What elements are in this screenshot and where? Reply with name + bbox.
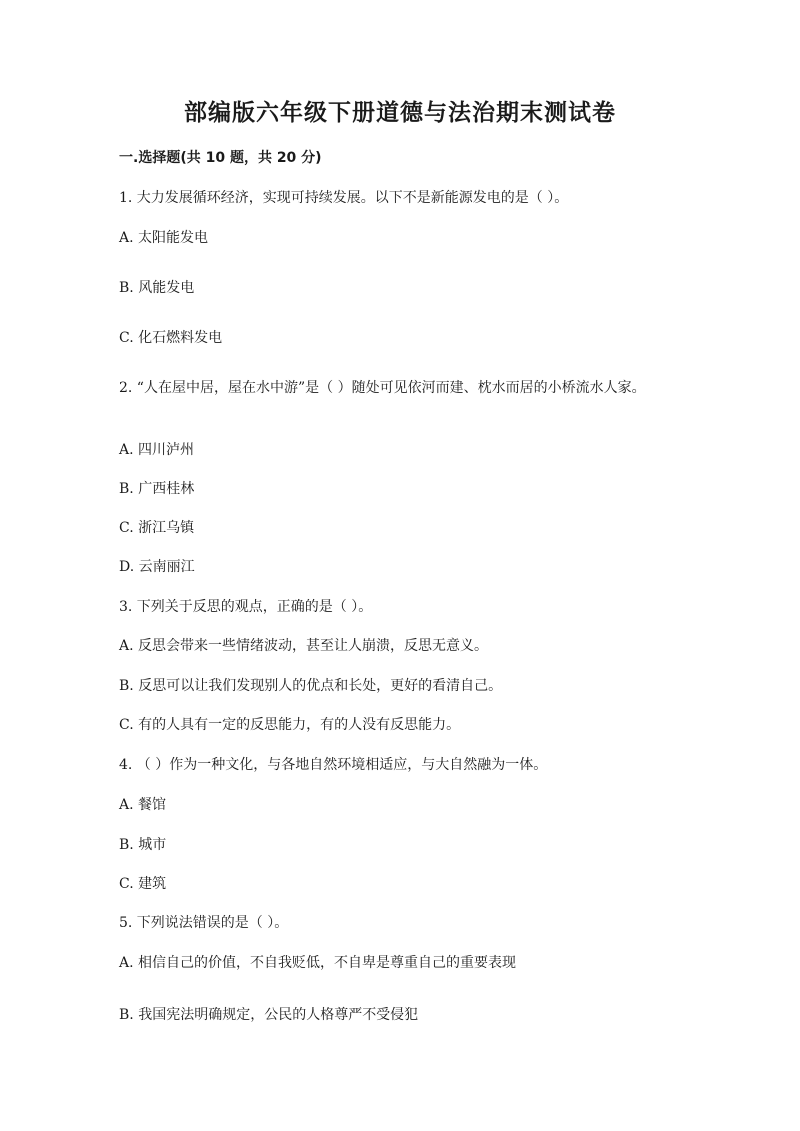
question-4-option-c: C. 建筑 [119,876,167,892]
question-5-option-b: B. 我国宪法明确规定，公民的人格尊严不受侵犯 [119,1007,419,1023]
question-2-stem: 2. “人在屋中居，屋在水中游”是（ ）随处可见依河而建、枕水而居的小桥流水人家。 [119,380,646,396]
question-4-option-a: A. 餐馆 [119,797,167,813]
question-5-stem: 5. 下列说法错误的是（ ）。 [119,915,289,931]
section-heading: 一.选择题(共 10 题，共 20 分) [119,150,322,166]
question-2-option-b: B. 广西桂林 [119,481,195,497]
question-2-option-a: A. 四川泸州 [119,442,195,458]
question-3-option-b: B. 反思可以让我们发现别人的优点和长处，更好的看清自己。 [119,678,503,694]
question-1-option-b: B. 风能发电 [119,280,195,296]
question-3-stem: 3. 下列关于反思的观点，正确的是（ ）。 [119,599,373,615]
question-3-option-a: A. 反思会带来一些情绪波动，甚至让人崩溃，反思无意义。 [119,638,489,654]
question-2-option-c: C. 浙江乌镇 [119,520,195,536]
question-1-option-a: A. 太阳能发电 [119,230,209,246]
question-4-option-b: B. 城市 [119,837,167,853]
question-4-stem: 4. （ ）作为一种文化，与各地自然环境相适应，与大自然融为一体。 [119,757,548,773]
question-5-option-a: A. 相信自己的价值，不自我贬低，不自卑是尊重自己的重要表现 [119,955,517,971]
question-1-option-c: C. 化石燃料发电 [119,330,223,346]
question-2-option-d: D. 云南丽江 [119,559,195,575]
question-1-stem: 1. 大力发展循环经济，实现可持续发展。以下不是新能源发电的是（ ）。 [119,190,569,206]
question-3-option-c: C. 有的人具有一定的反思能力，有的人没有反思能力。 [119,717,461,733]
page-title: 部编版六年级下册道德与法治期末测试卷 [184,100,616,126]
